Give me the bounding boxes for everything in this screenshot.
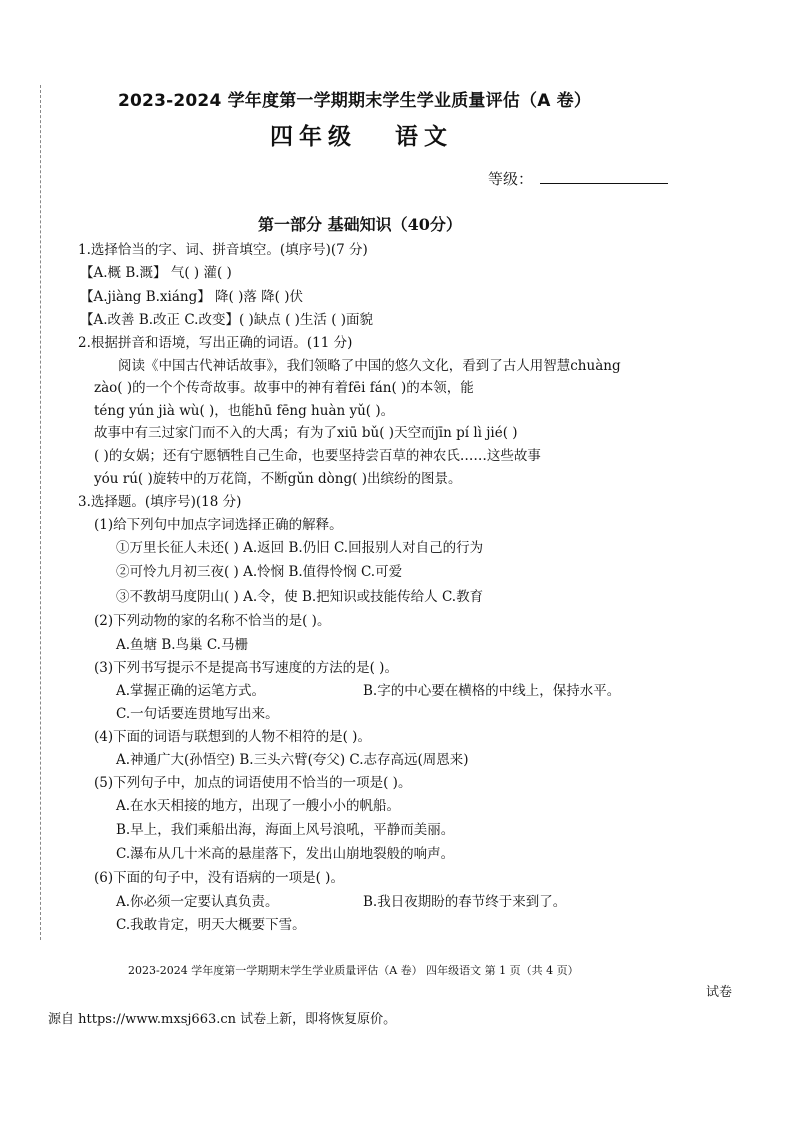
q3-stem: 3.选择题。(填序号)(18 分) — [78, 494, 242, 510]
q3-sub3-a: A.掌握正确的运笔方式。 — [116, 683, 266, 699]
q2-line6: yóu rú( )旋转中的万花筒，不断gǔn dòng( )出缤纷的图景。 — [94, 471, 462, 487]
q1-row1: 【A.概 B.溉】 气( ) 灌( ) — [80, 265, 232, 281]
binding-margin-line — [40, 85, 41, 940]
grade-word: 四年级 — [270, 123, 357, 150]
q3-sub6-c: C.我敢肯定，明天大概要下雪。 — [116, 917, 306, 933]
q2-line5: ( )的女娲；还有宁愿牺牲自己生命，也要坚持尝百草的神农氏……这些故事 — [94, 448, 541, 464]
grade-subject — [270, 118, 453, 151]
q3-sub1-c: ③不教胡马度阴山( ) A.令，使 B.把知识或技能传给人 C.教育 — [116, 589, 484, 605]
q3-sub6-b: B.我日夜期盼的春节终于来到了。 — [363, 894, 567, 910]
source-line: 源自 https://www.mxsj663.cn 试卷上新，即将恢复原价。 — [48, 1012, 397, 1027]
subject-word: 语文 — [395, 123, 453, 150]
q3-sub2-options: A.鱼塘 B.鸟巢 C.马栅 — [116, 637, 248, 653]
q2-line1: 阅读《中国古代神话故事》，我们领略了中国的悠久文化，看到了古人用智慧chuàng — [118, 358, 621, 374]
q3-sub5-c: C.瀑布从几十米高的悬崖落下，发出山崩地裂般的响声。 — [116, 846, 455, 862]
q1-stem: 1.选择恰当的字、词、拼音填空。(填序号)(7 分) — [78, 242, 368, 258]
q1-row3: 【A.改善 B.改正 C.改变】( )缺点 ( )生活 ( )面貌 — [80, 312, 374, 328]
q1-row2: 【A.jiàng B.xiáng】 降( )落 降( )伏 — [80, 289, 303, 305]
level-label: 等级： — [488, 170, 534, 188]
shijuan-label: 试卷 — [706, 985, 733, 1000]
q3-sub4: (4)下面的词语与联想到的人物不相符的是( )。 — [94, 729, 371, 745]
q3-sub3-c: C.一句话要连贯地写出来。 — [116, 706, 279, 722]
level-blank-line — [540, 183, 668, 184]
q3-sub2: (2)下列动物的家的名称不恰当的是( )。 — [94, 613, 331, 629]
q2-line2: zào( )的一个个传奇故事。故事中的神有着fēi fán( )的本领，能 — [94, 380, 474, 396]
section-heading: 第一部分 基础知识（40分） — [258, 215, 462, 234]
q3-sub6: (6)下面的句子中，没有语病的一项是( )。 — [94, 870, 344, 886]
q3-sub3: (3)下列书写提示不是提高书写速度的方法的是( )。 — [94, 660, 398, 676]
q3-sub5: (5)下列句子中，加点的词语使用不恰当的一项是( )。 — [94, 775, 412, 791]
q3-sub1-b: ②可怜九月初三夜( ) A.怜悯 B.值得怜悯 C.可爱 — [116, 564, 403, 580]
q2-stem: 2.根据拼音和语境，写出正确的词语。(11 分) — [78, 335, 353, 351]
q3-sub3-b: B.字的中心要在横格的中线上，保持水平。 — [363, 683, 621, 699]
exam-title: 2023-2024 学年度第一学期期末学生学业质量评估（A 卷） — [118, 91, 592, 111]
q3-sub1: (1)给下列句中加点字词选择正确的解释。 — [94, 517, 343, 533]
q2-line3: téng yún jià wù( )，也能hū fēng huàn yǔ( )。 — [94, 403, 395, 419]
q3-sub5-a: A.在水天相接的地方，出现了一艘小小的帆船。 — [116, 798, 401, 814]
q3-sub4-options: A.神通广大(孙悟空) B.三头六臂(夸父) C.志存高远(周恩来) — [116, 752, 469, 768]
q2-line4: 故事中有三过家门而不入的大禹；有为了xiū bǔ( )天空而jīn pí lì jié( ) — [94, 425, 518, 441]
q3-sub1-a: ①万里长征人未还( ) A.返回 B.仍旧 C.回报别人对自己的行为 — [116, 540, 484, 556]
q3-sub6-a: A.你必须一定要认真负责。 — [116, 894, 279, 910]
q3-sub5-b: B.早上，我们乘船出海，海面上风号浪吼，平静而美丽。 — [116, 822, 455, 838]
page-footer: 2023-2024 学年度第一学期期末学生学业质量评估（A 卷） 四年级语文 第 1 页（共 4 页） — [128, 964, 579, 977]
